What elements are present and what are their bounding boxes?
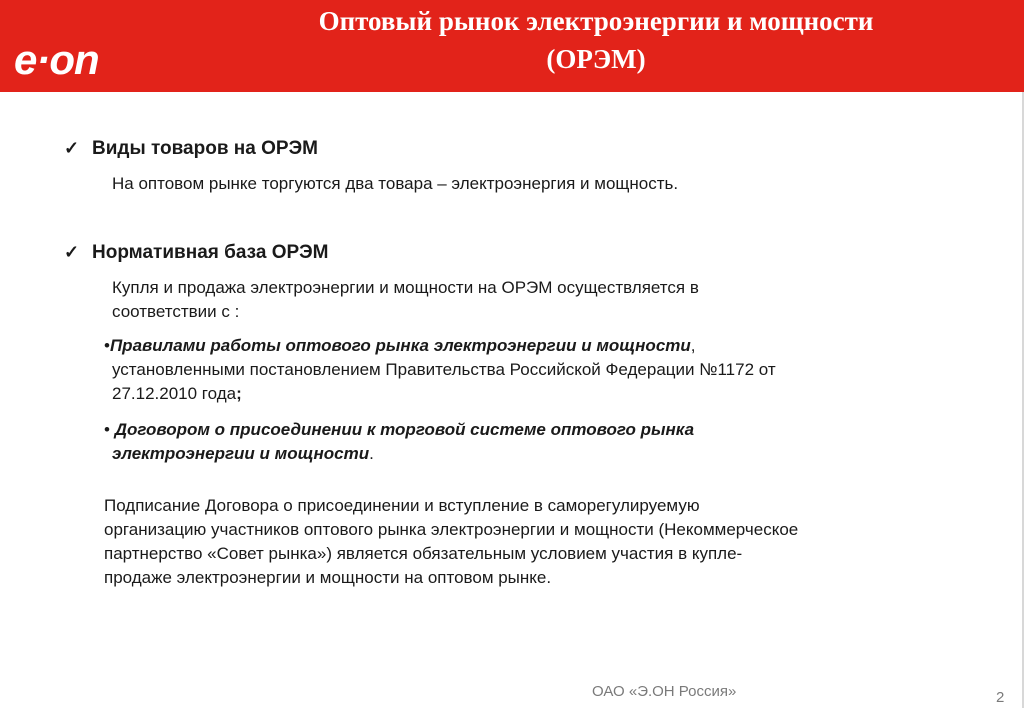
section-heading-text: Нормативная база ОРЭМ xyxy=(92,242,329,263)
agreement-end: . xyxy=(369,444,374,463)
header-bar xyxy=(0,0,1024,92)
bullet-rules xyxy=(104,334,776,406)
bullet-marker: • xyxy=(104,336,110,355)
title-line-1: Оптовый рынок электроэнергии и мощности xyxy=(318,6,874,36)
rules-line-2: установленными постановлением Правительства Российской Федерации №1172 от xyxy=(112,360,776,379)
rules-end: ; xyxy=(236,384,242,403)
page-title xyxy=(196,2,996,78)
closing-line-1: Подписание Договора о присоединении и вступление в саморегулируемую xyxy=(104,496,700,515)
checkmark-icon: ✓ xyxy=(64,138,80,158)
closing-paragraph xyxy=(104,494,964,590)
title-line-2: (ОРЭМ) xyxy=(546,44,646,74)
section-heading-regulatory xyxy=(64,240,329,265)
footer-organization: ОАО «Э.ОН Россия» xyxy=(592,683,737,700)
bullet-marker: • xyxy=(104,420,110,439)
closing-line-3: партнерство «Совет рынка») является обязательным условием участия в купле- xyxy=(104,544,743,563)
agreement-line-2: электроэнергии и мощности xyxy=(112,444,370,463)
eon-logo: e·on xyxy=(14,36,99,83)
regulatory-intro xyxy=(112,276,699,324)
rules-date: 27.12.2010 года xyxy=(112,384,237,403)
closing-line-4: продаже электроэнергии и мощности на оптовом рынке. xyxy=(104,568,552,587)
intro-line-2: соответствии с : xyxy=(112,302,240,321)
rules-comma: , xyxy=(690,336,696,355)
section-heading-text: Виды товаров на ОРЭМ xyxy=(92,138,318,159)
agreement-line-1: Договором о присоединении к торговой системе оптового рынка xyxy=(114,420,695,439)
goods-description: На оптовом рынке торгуются два товара – электроэнергия и мощность. xyxy=(112,174,679,193)
closing-line-2: организацию участников оптового рынка электроэнергии и мощности (Некоммерческое xyxy=(104,520,799,539)
rules-title: Правилами работы оптового рынка электроэнергии и мощности xyxy=(109,336,691,355)
intro-line-1: Купля и продажа электроэнергии и мощности на ОРЭМ осуществляется в xyxy=(112,278,699,297)
checkmark-icon: ✓ xyxy=(64,242,80,262)
section-heading-goods xyxy=(64,136,318,161)
bullet-agreement xyxy=(104,418,694,466)
page-number: 2 xyxy=(996,689,1005,706)
